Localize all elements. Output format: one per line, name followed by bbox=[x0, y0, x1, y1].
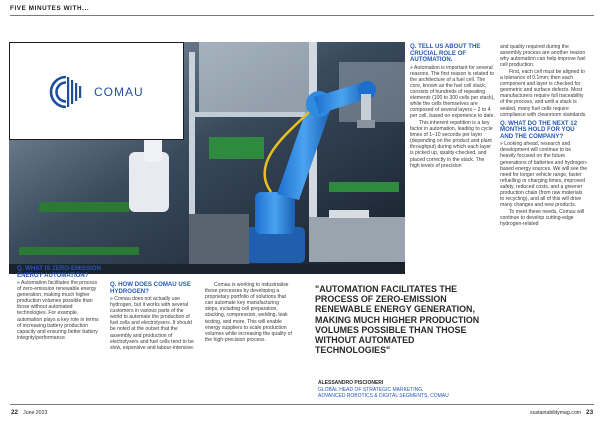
paragraph-text: First, each cell must be aligned to a tolerance of 0.1mm; then each component and layer is checked for geometric and surface defects. Most manufacturers require full traceability of the process, and until a stack is sealed, many fuel cells require compliance with cleanroom standards. bbox=[500, 68, 587, 118]
question-1: Q. WHAT IS ZERO-EMISSION ENERGY AUTOMATION? bbox=[17, 265, 101, 279]
comau-logo-icon bbox=[48, 74, 84, 110]
arrow-icon: » bbox=[17, 280, 20, 286]
column-2 bbox=[110, 282, 195, 351]
paragraph-text: This inherent repetition is a key factor in automation, leading to cycle times of 1–10 seconds per layer (depending on the product and plant throughput) during which each layer is picked up, quality-checked, and placed correctly in the stack. The high levels of precision bbox=[410, 119, 493, 169]
comau-logo-card bbox=[9, 42, 184, 140]
answer-3 bbox=[410, 65, 495, 120]
quote-author-role-line-1: GLOBAL HEAD OF STRATEGIC MARKETING, bbox=[318, 387, 424, 393]
page-number-left: 22 bbox=[11, 409, 19, 416]
paragraph bbox=[500, 44, 588, 68]
paragraph bbox=[205, 282, 293, 343]
question-4: Q. WHAT DO THE NEXT 12 MONTHS HOLD FOR YOU AND THE COMPANY? bbox=[500, 119, 578, 140]
paragraph-text: To meet these needs, Comau will continue to develop cutting-edge hydrogen-related bbox=[500, 208, 585, 228]
answer-2 bbox=[110, 296, 195, 351]
column-5 bbox=[500, 44, 588, 228]
paragraph bbox=[500, 209, 588, 227]
answer-4 bbox=[500, 141, 588, 208]
issue-date: June 2023 bbox=[23, 410, 48, 416]
answer-4-text: Looking ahead, research and development will continue to be heavily focused on the future generations of batteries and hydrogen-based energy sources. We will see the need for longer vehicle range, faster refuelling or charging times, improved safety, reduced costs, and a greener production chain (from raw materials to recycling), and all of this will drive many changes and new products. bbox=[500, 141, 588, 209]
answer-1-text: Automation facilitates the process of zero-emission renewable energy generation, making much higher production volumes possible than those without automated technologies. For example, automation plays a key role in terms of increasing battery production capacity and ensuring better battery integrity/performance. bbox=[17, 280, 99, 341]
footer-left bbox=[11, 409, 47, 416]
section-title: FIVE MINUTES WITH... bbox=[10, 5, 90, 12]
paragraph bbox=[500, 69, 588, 118]
footer-right bbox=[530, 409, 593, 416]
quote-author-role bbox=[318, 387, 449, 400]
paragraph bbox=[410, 120, 495, 169]
footer-divider bbox=[10, 404, 594, 405]
comau-logo-text: COMAU bbox=[94, 85, 144, 99]
arrow-icon: » bbox=[410, 64, 413, 71]
arrow-icon: » bbox=[110, 296, 113, 302]
answer-2-text: Comau does not actually use hydrogen, but it works with several customers in various parts of the world to automate the production of fuel cells and electrolysers. It should be noted at the outset that the assembly and production of electrolysers and fuel cells tend to be slow, expensive and labour-intensive. bbox=[110, 296, 195, 351]
site-url: sustainabilitymag.com bbox=[530, 410, 582, 416]
quote-author-name: ALESSANDRO PISCIONERI bbox=[318, 380, 384, 386]
quote-author-role-line-2: ADVANCED ROBOTICS & DIGITAL SEGMENTS, COMAU bbox=[318, 393, 449, 400]
paragraph-text: and quality required during the assembly process are another reason why automation can help improve fuel cell production. bbox=[500, 44, 586, 69]
column-1 bbox=[17, 266, 101, 342]
answer-1 bbox=[17, 280, 101, 341]
arrow-icon: » bbox=[500, 141, 503, 148]
question-2: Q. HOW DOES COMAU USE HYDROGEN? bbox=[110, 281, 191, 295]
pull-quote: "AUTOMATION FACILITATES THE PROCESS OF ZERO-EMISSION RENEWABLE ENERGY GENERATION, MAKING MUCH HIGHER PRODUCTION VOLUMES POSSIBLE THAN THOSE WITHOUT AUTOMATED TECHNOLOGIES" bbox=[315, 284, 480, 356]
answer-3-text: Automation is important for several reasons. The first reason is related to the architecture of a fuel cell. The core, known as the fuel cell stack, consists of hundreds of repeating elements (100 to 300 cells per stack), while the cells themselves are composed of several layers – 2 to 4 per cell, based on experience to date. bbox=[410, 64, 495, 120]
column-4 bbox=[410, 44, 495, 169]
question-3: Q. TELL US ABOUT THE CRUCIAL ROLE OF AUTOMATION. bbox=[410, 43, 481, 63]
header-divider bbox=[10, 15, 594, 16]
page-number-right: 23 bbox=[586, 409, 594, 416]
paragraph-text: Comau is working to industrialise these processes by developing a proprietary portfolio of solutions that can automate key manufacturing steps, including cell preparation, stacking, compression, welding, leak testing, and more. This will enable energy suppliers to scale production volumes while increasing the quality of the high-precision process. bbox=[205, 282, 292, 343]
column-3 bbox=[205, 282, 293, 344]
